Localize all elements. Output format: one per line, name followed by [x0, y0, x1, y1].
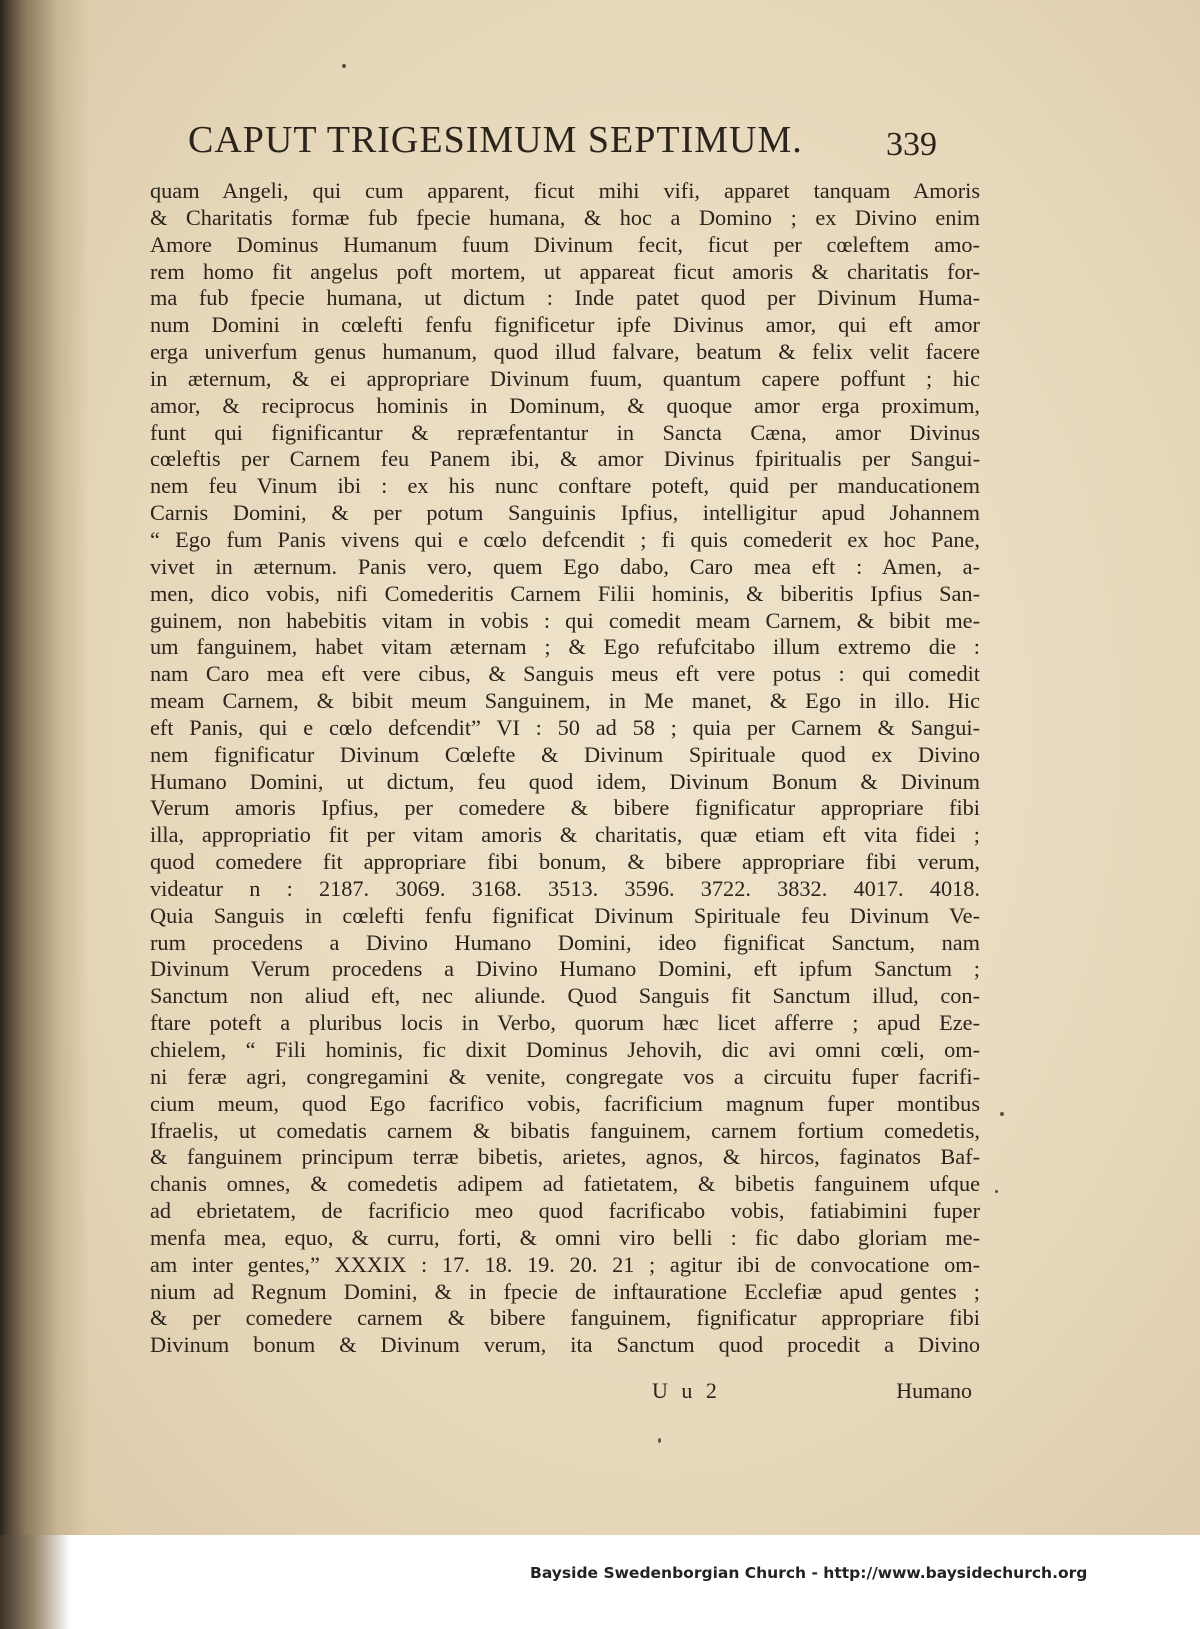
- text-line: nem fignificatur Divinum Cœlefte & Divinum Spirituale quod ex Divino: [150, 741, 980, 767]
- text-line: illa, appropriatio fit per vitam amoris & charitatis, quæ etiam eft vita fidei ;: [150, 822, 980, 848]
- paper-speck: [658, 1438, 661, 1443]
- paper-speck: [342, 64, 346, 68]
- running-title: CAPUT TRIGESIMUM SEPTIMUM.: [188, 119, 803, 161]
- text-line: Amore Dominus Humanum fuum Divinum fecit, ficut per cœleftem amo-: [150, 231, 980, 257]
- text-line: Divinum bonum & Divinum verum, ita Sanctum quod procedit a Divino: [150, 1332, 980, 1358]
- text-line: & Charitatis formæ fub fpecie humana, & hoc a Domino ; ex Divino enim: [150, 204, 980, 230]
- body-text: [150, 178, 980, 1359]
- text-line: “ Ego fum Panis vivens qui e cœlo defcendit ; fi quis comederit ex hoc Pane,: [150, 526, 980, 552]
- text-line: rem homo fit angelus poft mortem, ut appareat ficut amoris & charitatis for-: [150, 258, 980, 284]
- binding-shadow: [0, 0, 90, 1629]
- text-line: chielem, “ Fili hominis, fic dixit Dominus Jehovih, dic avi omni cœli, om-: [150, 1037, 980, 1062]
- text-line: ftare poteft a pluribus locis in Verbo, quorum hæc licet afferre ; apud Eze-: [150, 1010, 980, 1036]
- text-line: meam Carnem, & bibit meum Sanguinem, in Me manet, & Ego in illo. Hic: [150, 688, 980, 714]
- text-line: guinem, non habebitis vitam in vobis : qui comedit meam Carnem, & bibit me-: [150, 607, 980, 633]
- text-line: num Domini in cœlefti fenfu fignificetur ipfe Divinus amor, qui eft amor: [150, 312, 980, 338]
- text-line: cium meum, quod Ego facrifico vobis, facrificium magnum fuper montibus: [150, 1090, 980, 1116]
- text-line: ni feræ agri, congregamini & venite, congregate vos a circuitu fuper facrifi-: [150, 1063, 980, 1089]
- website-credit: Bayside Swedenborgian Church - http://www.baysidechurch.org: [530, 1564, 1088, 1582]
- text-line: Quia Sanguis in cœlefti fenfu fignificat Divinum Spirituale feu Divinum Ve-: [150, 902, 980, 928]
- text-line: men, dico vobis, nifi Comederitis Carnem Filii hominis, & biberitis Ipfius San-: [150, 580, 980, 606]
- text-line: ad ebrietatem, de facrificio meo quod facrificabo vobis, fatiabimini fuper: [150, 1198, 980, 1224]
- text-line: um fanguinem, habet vitam æternam ; & Ego refufcitabo illum extremo die :: [150, 634, 980, 660]
- text-line: menfa mea, equo, & curru, forti, & omni viro belli : fic dabo gloriam me-: [150, 1224, 980, 1250]
- text-line: cœleftis per Carnem feu Panem ibi, & amor Divinus fpiritualis per Sangui-: [150, 446, 980, 472]
- text-line: in æternum, & ei appropriare Divinum fuum, quantum capere poffunt ; hic: [150, 365, 980, 391]
- text-line: am inter gentes,” XXXIX : 17. 18. 19. 20. 21 ; agitur ibi de convocatione om-: [150, 1251, 980, 1277]
- text-line: amor, & reciprocus hominis in Dominum, & quoque amor erga proximum,: [150, 392, 980, 418]
- page-foot: [150, 1378, 980, 1406]
- text-line: quod comedere fit appropriare fibi bonum, & bibere appropriare fibi verum,: [150, 849, 980, 875]
- page-number: 339: [886, 126, 937, 163]
- text-line: Carnis Domini, & per potum Sanguinis Ipfius, intelligitur apud Johannem: [150, 500, 980, 526]
- text-line: nem feu Vinum ibi : ex his nunc conftare poteft, quid per manducationem: [150, 473, 980, 499]
- text-line: erga univerfum genus humanum, quod illud falvare, beatum & felix velit facere: [150, 339, 980, 365]
- bottom-band: [0, 1535, 1200, 1629]
- text-line: Verum amoris Ipfius, per comedere & bibere fignificatur appropriare fibi: [150, 795, 980, 821]
- text-line: chanis omnes, & comedetis adipem ad fatietatem, & bibetis fanguinem ufque: [150, 1171, 980, 1197]
- text-line: & per comedere carnem & bibere fanguinem, fignificatur appropriare fibi: [150, 1305, 980, 1331]
- text-line: & fanguinem principum terræ bibetis, arietes, agnos, & hircos, faginatos Baf-: [150, 1144, 980, 1170]
- text-line: Sanctum non aliud eft, nec aliunde. Quod Sanguis fit Sanctum illud, con-: [150, 983, 980, 1009]
- text-line: Humano Domini, ut dictum, feu quod idem, Divinum Bonum & Divinum: [150, 768, 980, 794]
- text-line: eft Panis, qui e cœlo defcendit” VI : 50 ad 58 ; quia per Carnem & Sangui-: [150, 714, 980, 740]
- bottom-band-shadow: [0, 1535, 70, 1629]
- paper-speck: [995, 1190, 998, 1193]
- text-line: funt qui fignificantur & repræfentantur in Sancta Cæna, amor Divinus: [150, 419, 980, 445]
- paper-speck: [1000, 1112, 1004, 1116]
- text-line: videatur n : 2187. 3069. 3168. 3513. 3596. 3722. 3832. 4017. 4018.: [150, 875, 980, 901]
- text-line: quam Angeli, qui cum apparent, ficut mihi vifi, apparet tanquam Amoris: [150, 178, 980, 203]
- text-line: Ifraelis, ut comedatis carnem & bibatis fanguinem, carnem fortium comedetis,: [150, 1117, 980, 1143]
- text-line: Divinum Verum procedens a Divino Humano Domini, eft ipfum Sanctum ;: [150, 956, 980, 982]
- text-line: rum procedens a Divino Humano Domini, ideo fignificat Sanctum, nam: [150, 929, 980, 955]
- text-line: nium ad Regnum Domini, & in fpecie de inftauratione Ecclefiæ apud gentes ;: [150, 1278, 980, 1304]
- text-line: vivet in æternum. Panis vero, quem Ego dabo, Caro mea eft : Amen, a-: [150, 553, 980, 579]
- signature-mark: U u 2: [652, 1378, 721, 1403]
- text-line: nam Caro mea eft vere cibus, & Sanguis meus eft vere potus : qui comedit: [150, 661, 980, 687]
- catchword: Humano: [896, 1378, 972, 1403]
- text-line: ma fub fpecie humana, ut dictum : Inde patet quod per Divinum Huma-: [150, 285, 980, 311]
- page-header: [188, 118, 988, 178]
